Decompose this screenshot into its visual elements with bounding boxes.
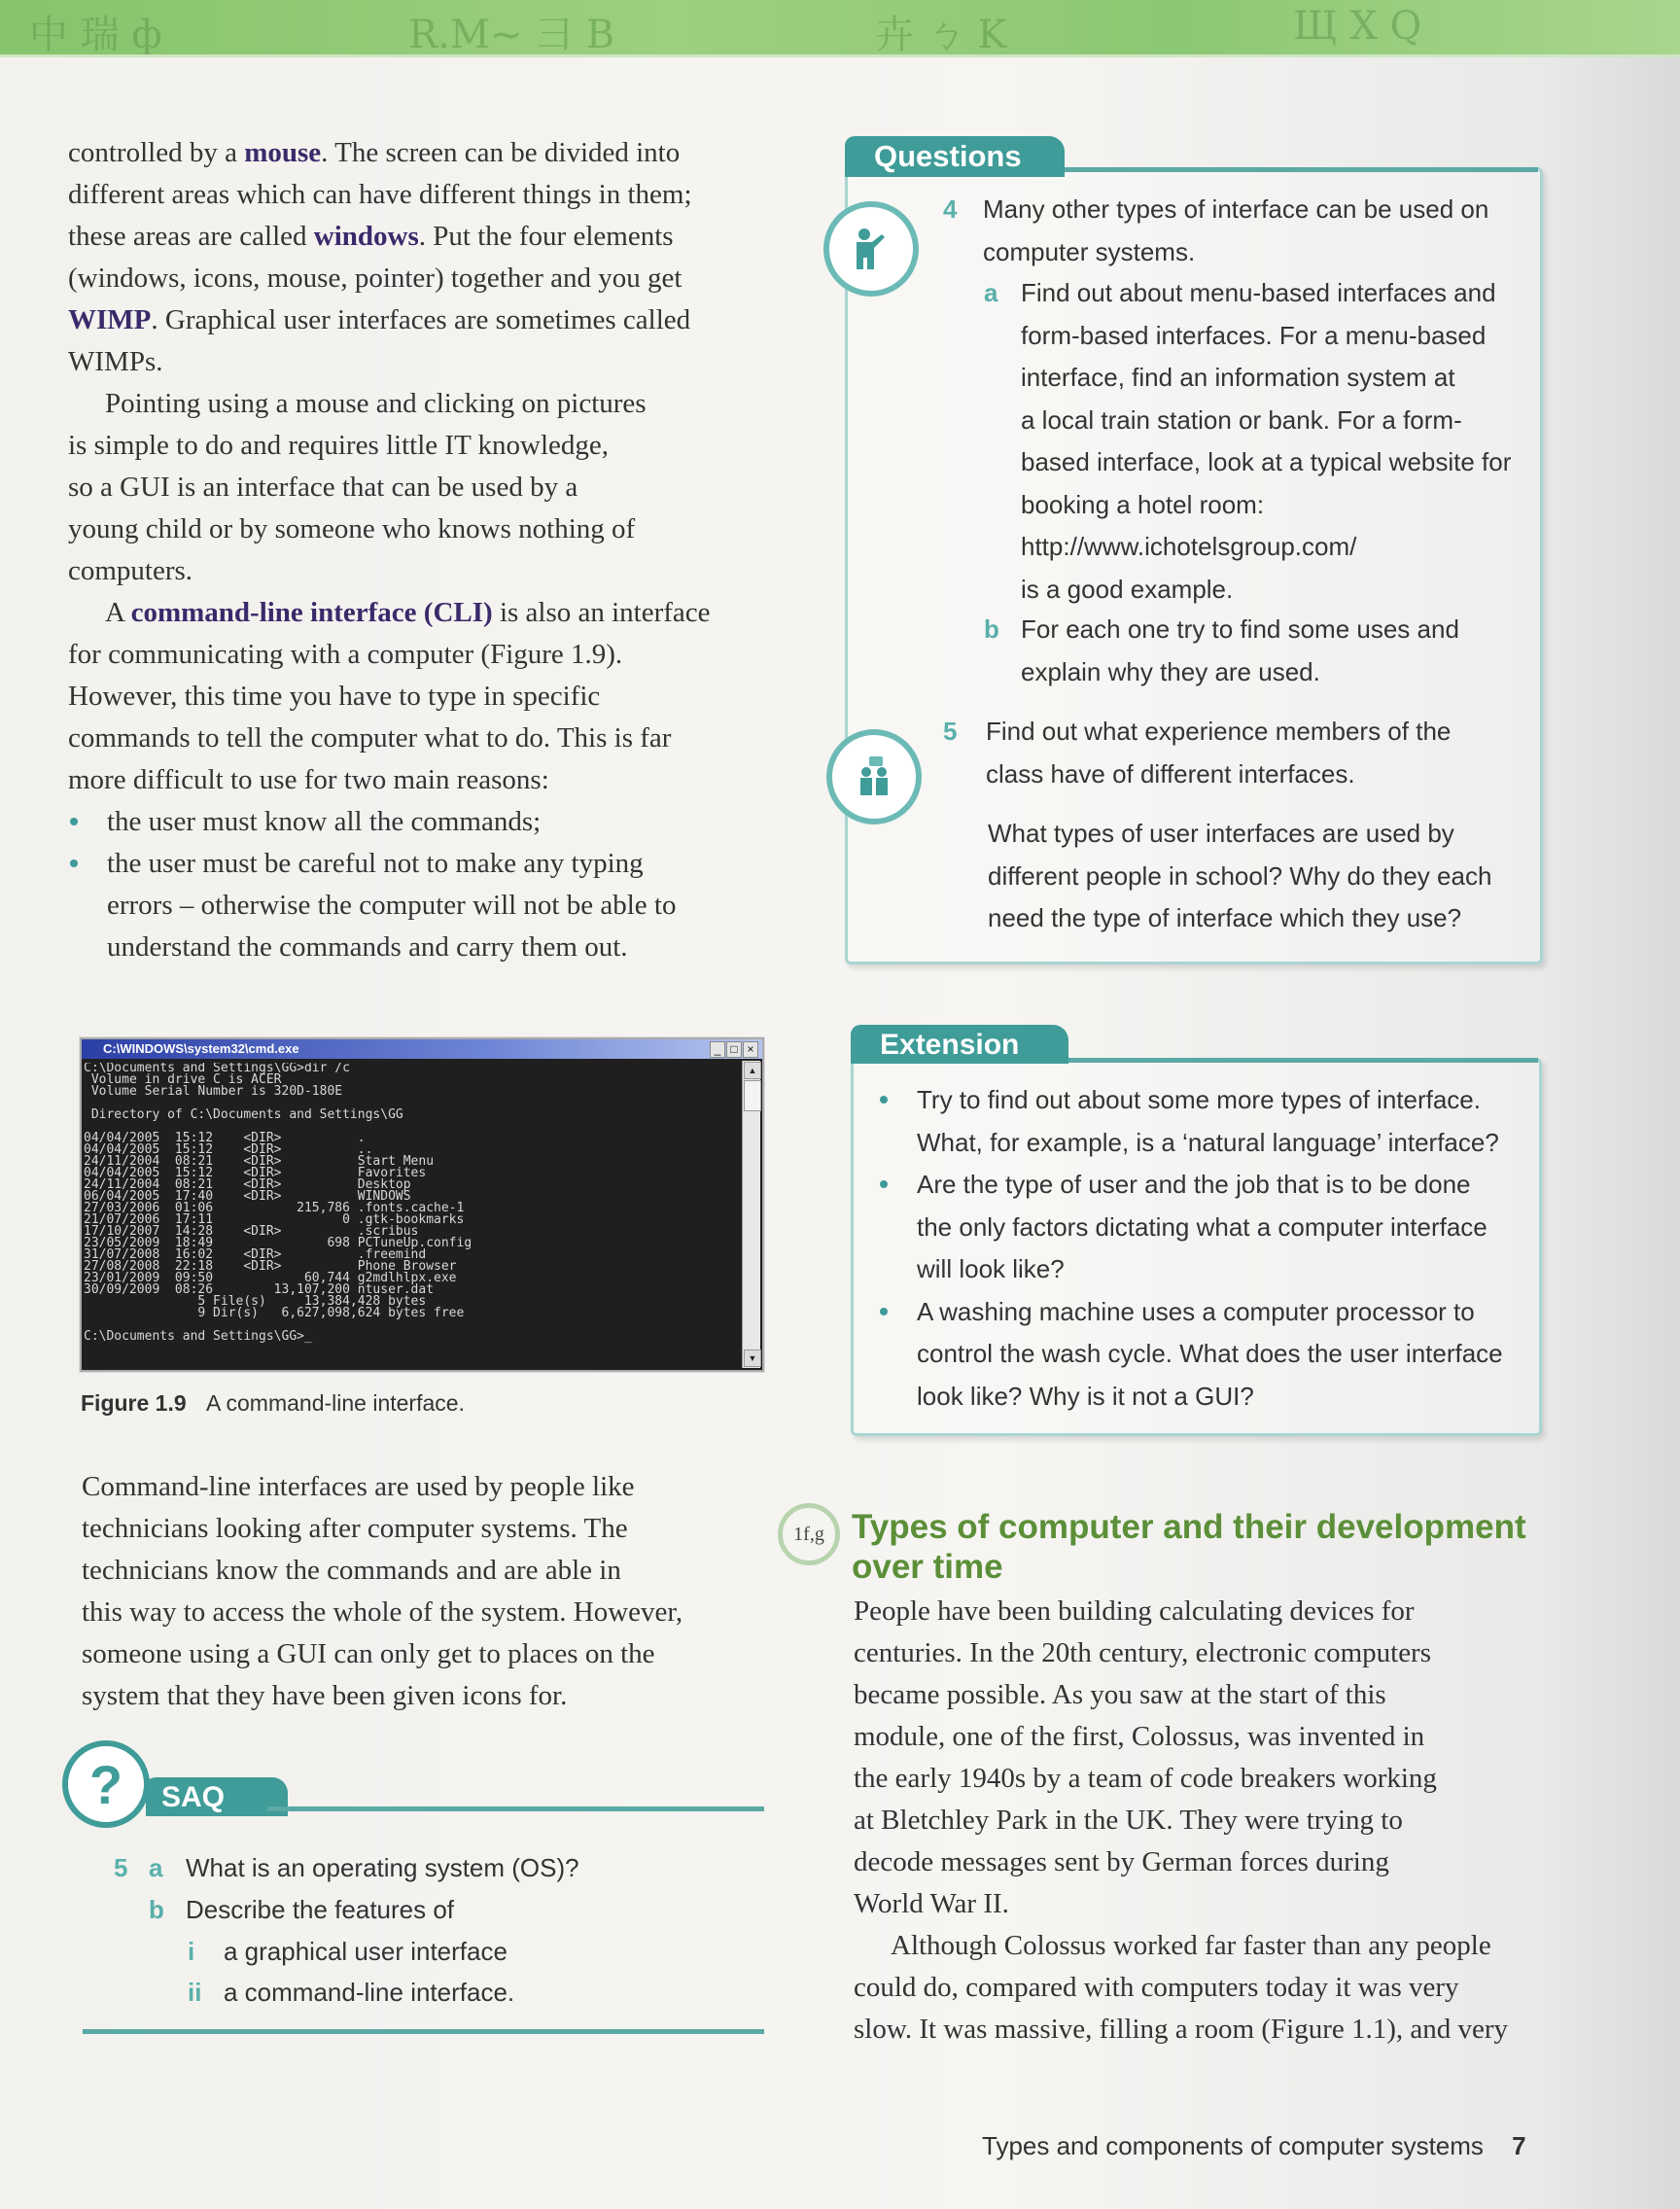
text-line: Find out what experience members of the [986,717,1452,746]
figure-caption-text: A command-line interface. [206,1390,465,1416]
cmd-output-line: 04/04/2005 15:12 <DIR> .. [84,1142,373,1157]
section-heading-line: Types of computer and their development [852,1508,1526,1546]
text-line: However, this time you have to type in specific [68,681,601,712]
question-mark-icon: ? [62,1740,150,1828]
text-line: Although Colossus worked far faster than any people [891,1930,1491,1961]
left-column-body [68,132,711,968]
text-line: is simple to do and requires little IT knowledge, [68,430,609,461]
text-line: Find out about menu-based interfaces and [1021,278,1496,307]
cmd-output [84,1063,739,1368]
question-5-number: 5 [943,717,958,746]
scroll-thumb [744,1080,761,1111]
questions-title: Questions [845,136,1065,177]
text-line: computers. [68,555,193,586]
text-line: the user must be careful not to make any typing [68,843,711,885]
page-number: 7 [1512,2131,1526,2160]
cmd-output-line: Volume in drive C is ACER [84,1072,282,1087]
text-line: different areas which can have different things in them; [68,179,692,210]
figure-label: Figure 1.9 [81,1390,187,1416]
cmd-output-line: 04/04/2005 15:12 <DIR> Favorites [84,1166,427,1180]
objective-tag: 1f,g [778,1503,840,1565]
text-line: someone using a GUI can only get to places on the [82,1638,655,1669]
bullet-icon [880,1180,888,1188]
text-line: these areas are called windows. Put the four elements [68,221,674,252]
text-line: Many other types of interface can be used on [983,194,1489,224]
text-line: Try to find out about some more types of interface. [878,1079,1503,1122]
left-paragraph-2 [82,1466,682,1717]
text-line: computer systems. [983,236,1196,266]
question-4b-label: b [984,614,999,644]
text-line: centuries. In the 20th century, electronic computers [854,1637,1432,1668]
extension-list [878,1079,1503,1418]
question-4b-text [1021,609,1459,693]
cmd-output-line: 27/03/2006 01:06 215,786 .fonts.cache-1 [84,1201,465,1215]
extension-rule [1065,1058,1538,1063]
text-line: will look like? [917,1254,1065,1283]
text-line: so a GUI is an interface that can be used by a [68,472,578,503]
text-line: slow. It was massive, filling a room (Figure 1.1), and very [854,2014,1509,2045]
text-line: For each one try to find some uses and [1021,614,1459,644]
cmd-output-line: 24/11/2004 08:21 <DIR> Start Menu [84,1154,435,1169]
text-line: What, for example, is a ‘natural language’ interface? [917,1127,1499,1157]
cmd-output-line: 17/10/2007 14:28 <DIR> .scribus [84,1224,419,1239]
cmd-output-line: 24/11/2004 08:21 <DIR> Desktop [84,1177,411,1192]
section-heading-line: over time [852,1548,1003,1586]
question-4a-text [1021,272,1511,611]
bullet-icon [880,1096,888,1104]
saq-a-text: What is an operating system (OS)? [186,1853,579,1882]
saq-b-text: Describe the features of [186,1895,455,1924]
text-line: understand the commands and carry them out. [107,931,628,963]
cmd-output-line: 21/07/2006 17:11 0 .gtk-bookmarks [84,1212,465,1227]
bullet-icon [880,1308,888,1315]
cmd-scrollbar [742,1061,760,1368]
extension-title: Extension [851,1025,1068,1064]
page-footer [982,2131,1526,2161]
section-heading [852,1507,1526,1587]
cmd-output-line: 5 File(s) 13,384,428 bytes [84,1294,427,1309]
cmd-output-line: 06/04/2005 17:40 <DIR> WINDOWS [84,1189,411,1204]
text-line: interface, find an information system at [1021,363,1455,392]
text-line: WIMPs. [68,346,163,377]
section-body [854,1591,1508,2051]
cmd-output-line: C:\Documents and Settings\GG>_ [84,1329,312,1344]
text-line: technicians looking after computer systems. The [82,1513,628,1544]
text-line: based interface, look at a typical website for [1021,447,1512,476]
scroll-up-icon: ▲ [744,1062,761,1079]
cmd-output-line: 31/07/2008 16:02 <DIR> .freemind [84,1247,427,1262]
text-line: the early 1940s by a team of code breakers working [854,1763,1437,1794]
saq-i-label: i [188,1937,195,1966]
extension-item [878,1164,1503,1291]
bullet-icon [70,818,78,825]
footer-chapter-title: Types and components of computer systems [982,2131,1484,2160]
cmd-output-line: Directory of C:\Documents and Settings\GG [84,1107,403,1122]
cmd-title-text: C:\WINDOWS\system32\cmd.exe [103,1041,299,1056]
question-4-text [983,189,1488,273]
text-line: Are the type of user and the job that is to be done [878,1164,1503,1207]
saq-ii-text: a command-line interface. [224,1978,515,2007]
group-discussion-icon [826,729,922,824]
text-line: Pointing using a mouse and clicking on pictures [105,388,647,419]
text-line: booking a hotel room: [1021,489,1265,519]
text-line: became possible. As you saw at the start of this [854,1679,1386,1710]
question-4a-label: a [984,278,998,307]
text-line: commands to tell the computer what to do. This is far [68,722,672,754]
text-line: control the wash cycle. What does the user interface [917,1339,1503,1368]
cmd-output-line: 9 Dir(s) 6,627,098,624 bytes free [84,1306,465,1320]
text-line: technicians know the commands and are able in [82,1555,621,1586]
question-4-number: 4 [943,194,958,224]
text-line: class have of different interfaces. [986,758,1355,789]
text-line: What types of user interfaces are used by [988,819,1454,848]
cmd-window-title [82,1039,762,1059]
saq-b-label: b [149,1895,164,1924]
text-line: for communicating with a computer (Figure 1.9). [68,639,623,670]
text-line: World War II. [854,1888,1009,1919]
text-line: this way to access the whole of the system. However, [82,1596,683,1628]
cmd-output-line: C:\Documents and Settings\GG>dir /c [84,1063,350,1075]
text-line: a local train station or bank. For a form- [1021,404,1462,435]
text-line: controlled by a mouse. The screen can be divided into [68,137,681,168]
student-pointing-icon [823,201,919,297]
cmd-output-line: 27/08/2008 22:18 <DIR> Phone Browser [84,1259,457,1274]
decorative-top-band: 中 瑞 ф R.M~ 彐 B 卉 ㄅ K Щ X Q [0,0,1680,57]
maximize-icon: □ [726,1041,742,1058]
window-controls [710,1041,758,1058]
text-line: decode messages sent by German forces during [854,1846,1389,1877]
text-line: explain why they are used. [1021,656,1320,686]
text-line: WIMP. Graphical user interfaces are sometimes called [68,304,691,335]
question-5-text [986,711,1451,795]
saq-ii-label: ii [188,1978,202,2007]
text-line: system that they have been given icons for. [82,1680,568,1711]
saq-number: 5 [114,1853,128,1882]
cmd-output-line: 23/01/2009 09:50 60,744 g2mdlhlpx.exe [84,1271,457,1285]
text-line: Command-line interfaces are used by people like [82,1471,635,1502]
text-line: People have been building calculating devices for [854,1595,1415,1627]
text-line: at Bletchley Park in the UK. They were trying to [854,1805,1403,1836]
text-line: A command-line interface (CLI) is also an interface [105,597,711,628]
text-line: more difficult to use for two main reasons: [68,764,549,795]
figure-caption [81,1390,465,1417]
cmd-output-line: Volume Serial Number is 320D-180E [84,1084,343,1099]
scroll-down-icon: ▼ [744,1350,761,1367]
text-line: need the type of interface which they use? [988,903,1462,932]
text-line: young child or by someone who knows nothing of [68,513,636,544]
text-line: A washing machine uses a computer processor to [878,1291,1503,1334]
text-line: could do, compared with computers today it was very [854,1972,1459,2003]
close-icon: × [743,1041,758,1058]
text-line: the user must know all the commands; [68,801,711,843]
cmd-output-line: 23/05/2009 18:49 698 PCTuneUp.config [84,1236,472,1250]
saq-divider [267,1806,764,1811]
text-line: errors – otherwise the computer will not be able to [107,890,677,921]
saq-i-text: a graphical user interface [224,1937,508,1966]
text-line: look like? Why is it not a GUI? [917,1381,1254,1411]
extension-item [878,1079,1503,1164]
text-line: different people in school? Why do they each [988,860,1492,891]
cmd-output-line: 04/04/2005 15:12 <DIR> . [84,1131,366,1145]
cmd-output-line: 30/09/2009 08:26 13,107,200 ntuser.dat [84,1282,435,1297]
minimize-icon: _ [710,1041,725,1058]
saq-bottom-rule [83,2029,764,2034]
text-line: the only factors dictating what a computer interface [917,1211,1488,1242]
saq-title: SAQ [146,1777,288,1816]
text-line: is a good example. [1021,574,1234,604]
questions-rule [1060,167,1538,172]
text-line: form-based interfaces. For a menu-based [1021,320,1487,350]
cmd-window-figure [80,1037,764,1372]
bullet-icon [70,859,78,867]
text-line: http://www.ichotelsgroup.com/ [1021,532,1357,561]
text-line: module, one of the first, Colossus, was invented in [854,1721,1425,1752]
text-line: (windows, icons, mouse, pointer) together and you get [68,263,682,294]
question-5-followup [988,813,1491,940]
extension-item [878,1291,1503,1419]
saq-a-label: a [149,1853,163,1882]
